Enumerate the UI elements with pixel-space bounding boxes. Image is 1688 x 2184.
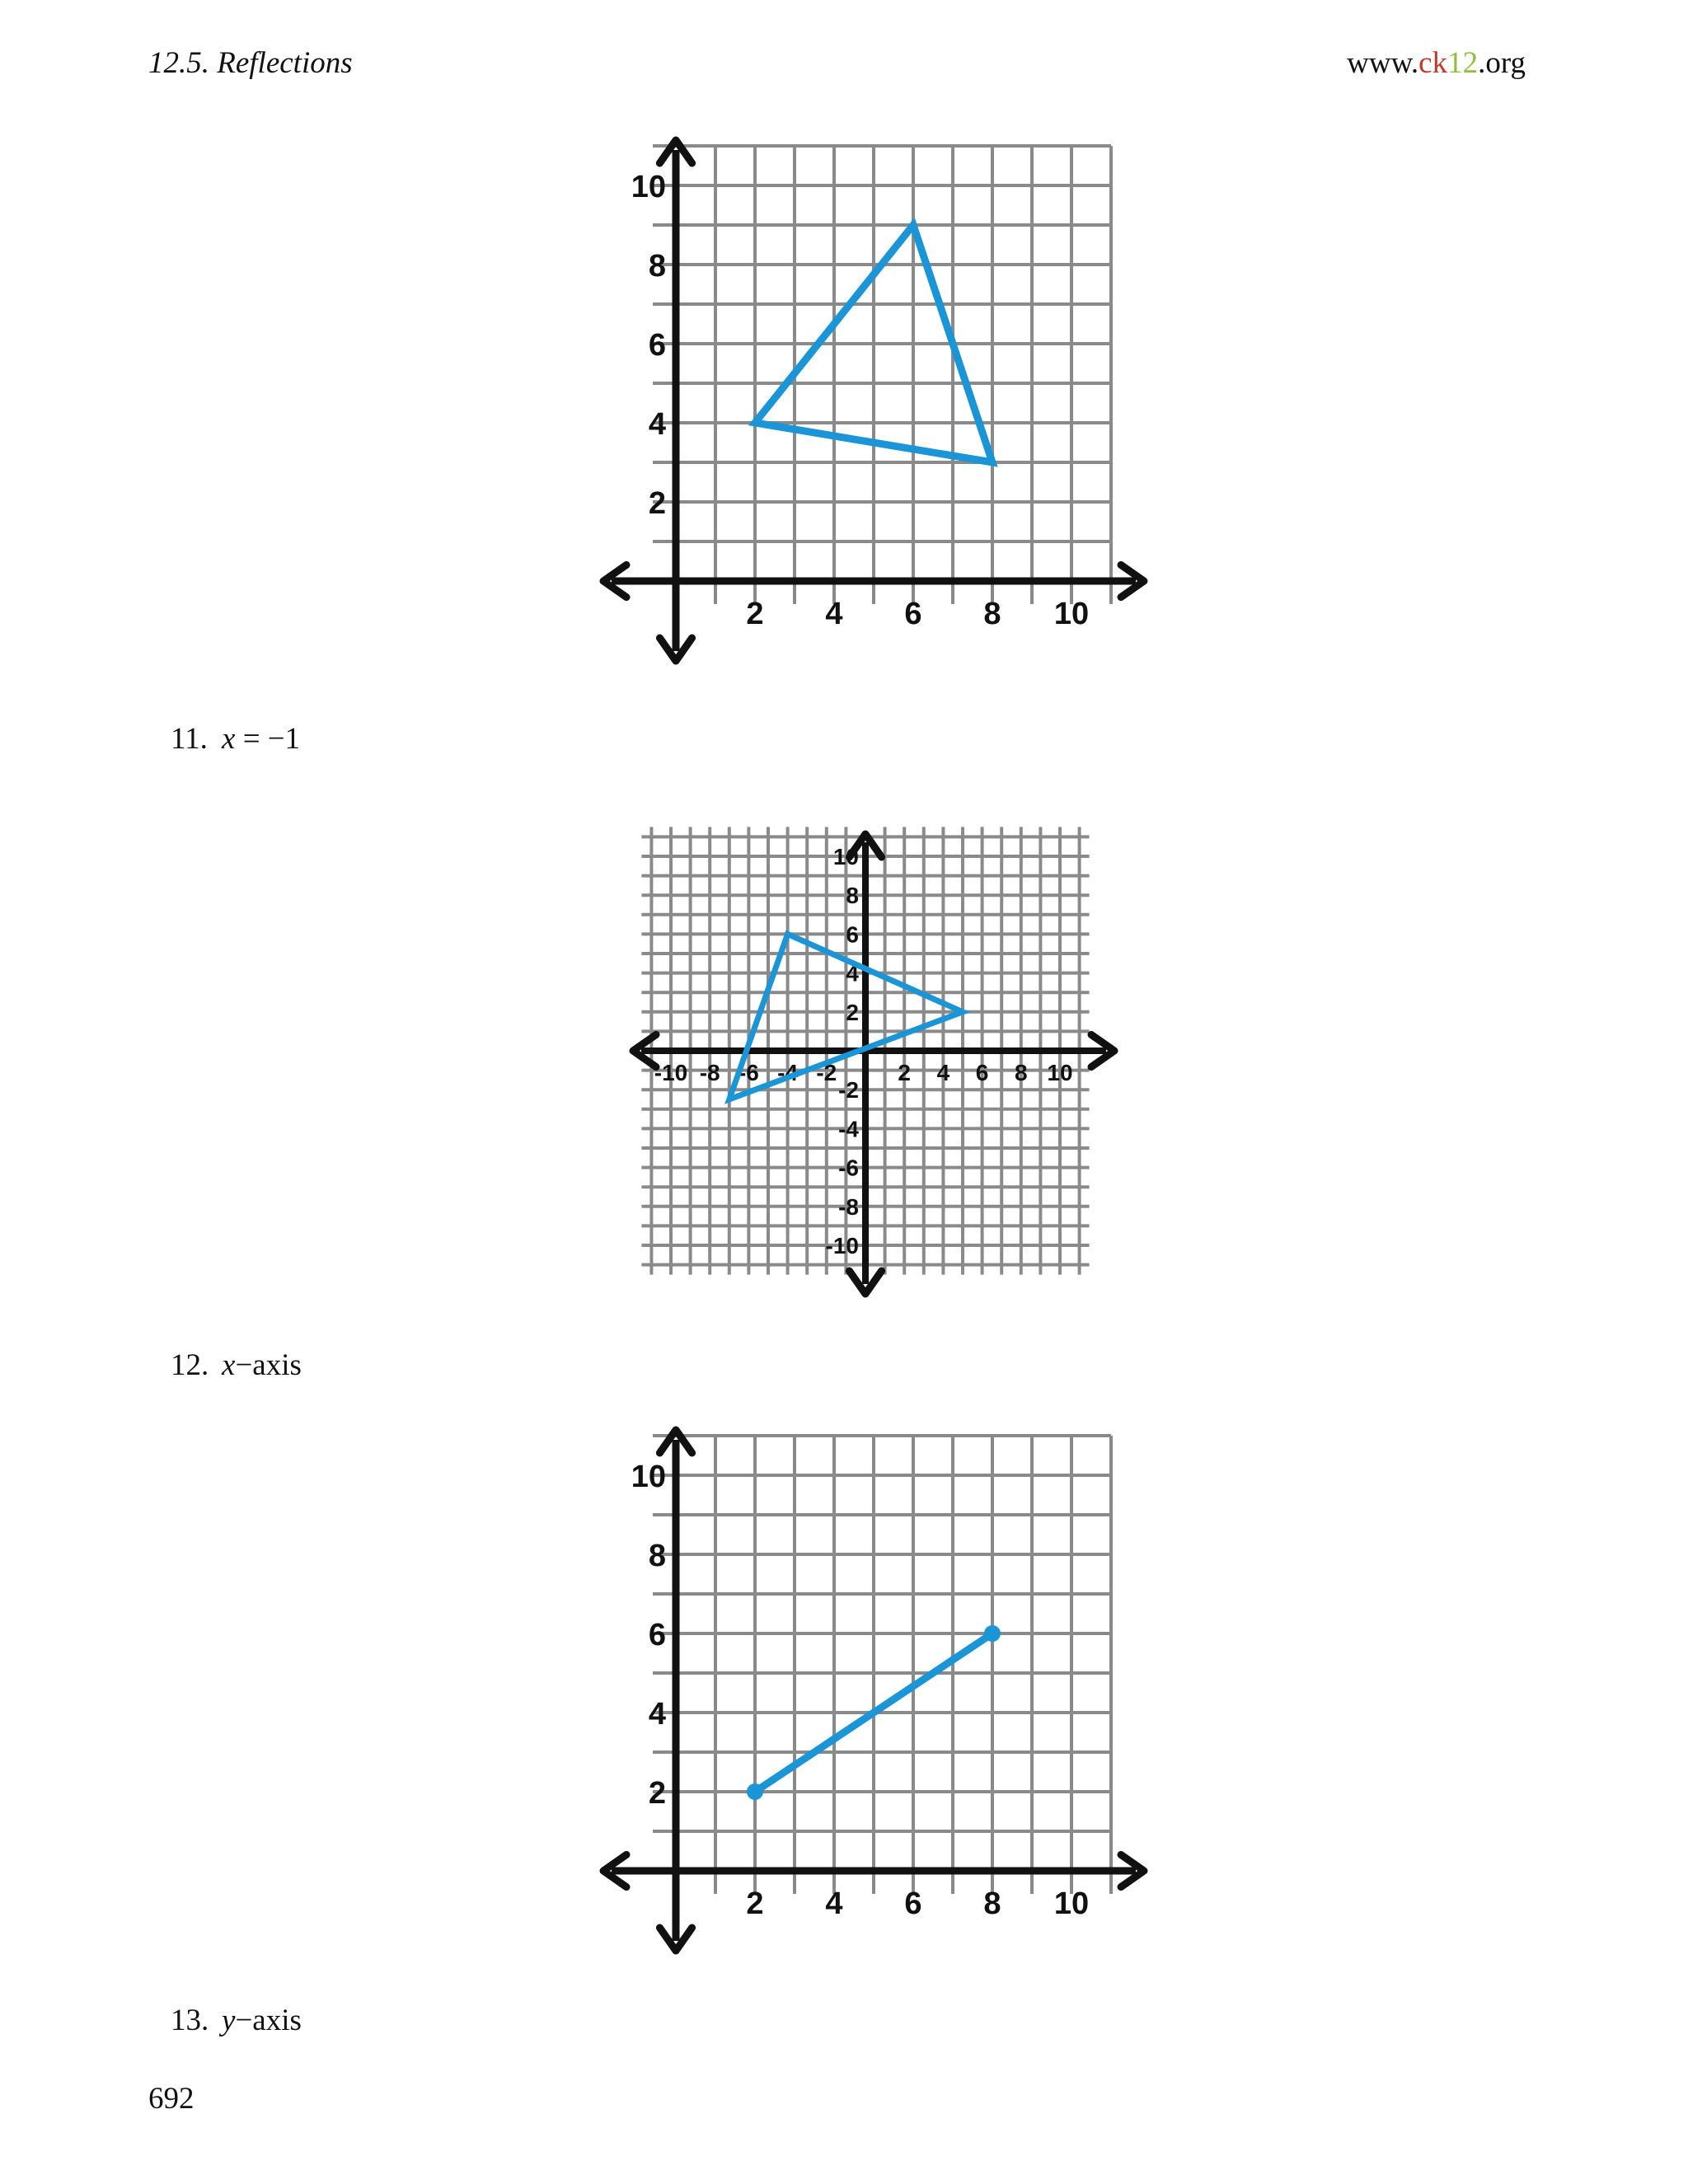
y-tick-label: -6 xyxy=(838,1155,859,1181)
problem-12 xyxy=(171,1347,302,1383)
segment-endpoint xyxy=(984,1625,1001,1642)
site-12: 12 xyxy=(1447,46,1479,80)
y-tick-label: 6 xyxy=(846,921,859,948)
x-tick-label: 2 xyxy=(898,1060,911,1085)
y-tick-label: -8 xyxy=(838,1193,859,1220)
section-title: 12.5. Reflections xyxy=(148,46,353,80)
x-tick-label: 2 xyxy=(746,1886,764,1921)
figure-3 xyxy=(593,1413,1154,1966)
x-tick-label: 8 xyxy=(983,597,1001,631)
x-tick-label: -6 xyxy=(738,1060,759,1085)
y-tick-label: 2 xyxy=(648,486,666,521)
site-suffix: .org xyxy=(1478,46,1526,80)
problem-text: = −1 xyxy=(235,722,301,756)
x-tick-label: 6 xyxy=(975,1060,989,1085)
coordinate-graph-segment xyxy=(593,1413,1154,1966)
y-tick-label: -10 xyxy=(825,1233,859,1258)
x-tick-label: 10 xyxy=(1053,1886,1090,1921)
problem-variable: x xyxy=(222,1348,236,1382)
y-tick-label: 4 xyxy=(846,960,859,987)
page-number: 692 xyxy=(148,2082,195,2116)
x-tick-label: -2 xyxy=(816,1060,837,1085)
site-prefix: www. xyxy=(1347,46,1419,80)
figure-1 xyxy=(593,124,1154,676)
y-tick-label: 6 xyxy=(648,1618,666,1652)
x-tick-label: -8 xyxy=(699,1060,720,1085)
y-tick-label: 6 xyxy=(648,328,666,363)
segment-endpoint xyxy=(747,1783,763,1800)
x-tick-label: 10 xyxy=(1047,1060,1073,1085)
x-tick-label: 4 xyxy=(936,1060,950,1085)
problem-variable: y xyxy=(222,2004,236,2037)
y-tick-label: 8 xyxy=(648,1539,666,1573)
y-tick-label: 4 xyxy=(648,407,666,442)
x-tick-label: -4 xyxy=(777,1060,799,1085)
coordinate-graph-triangle-four-quadrant xyxy=(626,824,1121,1302)
site-url[interactable] xyxy=(1347,45,1526,81)
y-tick-label: -4 xyxy=(838,1116,859,1142)
coordinate-graph-triangle xyxy=(593,124,1154,676)
x-tick-label: 10 xyxy=(1053,597,1090,631)
problem-variable: x xyxy=(222,722,236,756)
x-tick-label: -10 xyxy=(654,1060,688,1085)
y-tick-label: 8 xyxy=(648,249,666,284)
x-tick-label: 4 xyxy=(825,1886,843,1921)
y-tick-label: -2 xyxy=(838,1077,859,1104)
problem-number: 11. xyxy=(171,722,208,756)
problem-number: 13. xyxy=(171,2004,209,2037)
problem-text: −axis xyxy=(235,1348,302,1382)
x-tick-label: 6 xyxy=(904,1886,922,1921)
problem-13 xyxy=(171,2003,302,2038)
x-tick-label: 8 xyxy=(1015,1060,1028,1085)
y-tick-label: 10 xyxy=(832,844,859,869)
x-tick-label: 6 xyxy=(904,597,922,631)
y-tick-label: 8 xyxy=(846,883,859,909)
problem-number: 12. xyxy=(171,1348,209,1382)
y-tick-label: 10 xyxy=(631,170,666,204)
problem-text: −axis xyxy=(235,2004,302,2037)
site-ck: ck xyxy=(1418,46,1448,80)
y-tick-label: 2 xyxy=(846,999,859,1025)
x-tick-label: 4 xyxy=(825,597,843,631)
x-tick-label: 2 xyxy=(746,597,764,631)
y-tick-label: 2 xyxy=(648,1776,666,1811)
y-tick-label: 10 xyxy=(631,1460,666,1494)
figure-2 xyxy=(626,824,1121,1302)
x-tick-label: 8 xyxy=(983,1886,1001,1921)
y-tick-label: 4 xyxy=(648,1697,666,1732)
problem-11 xyxy=(171,721,300,757)
